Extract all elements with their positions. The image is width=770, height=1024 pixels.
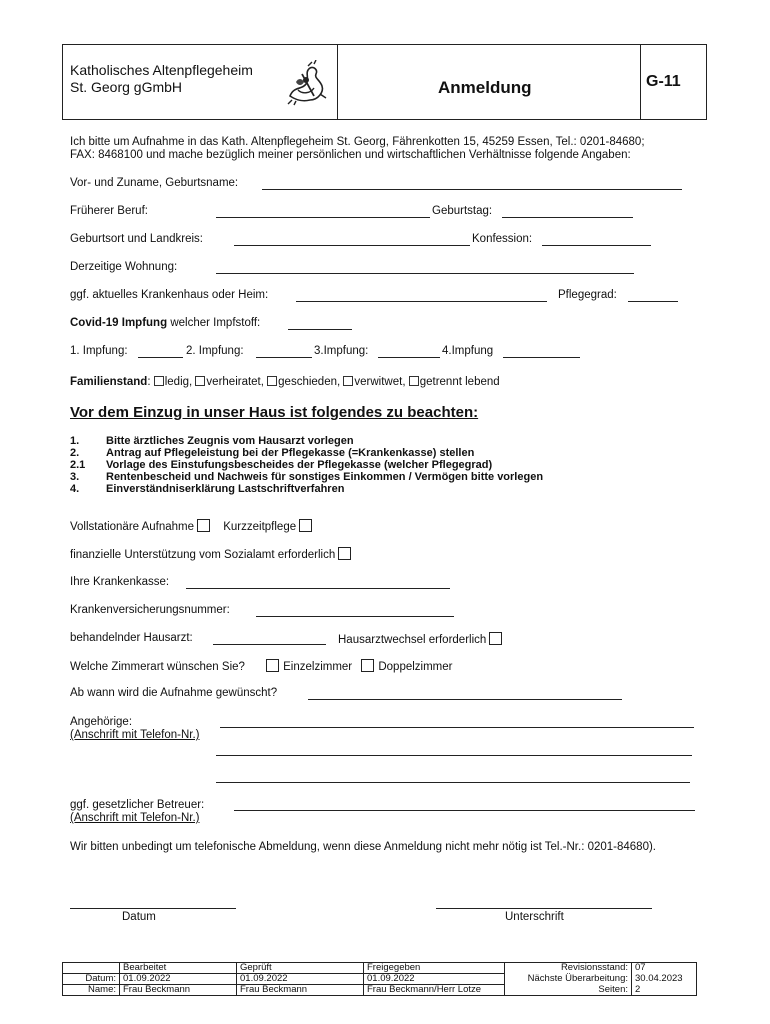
wohnung-field[interactable] [216, 273, 634, 274]
col-geprueft: Geprüft [237, 963, 364, 974]
angehoerige-field-2[interactable] [216, 755, 692, 756]
covid-label-rest: welcher Impfstoff: [170, 317, 261, 329]
angehoerige-field-3[interactable] [216, 782, 690, 783]
verwitwet-checkbox[interactable] [343, 376, 353, 386]
item-text-3: Vorlage des Einstufungsbescheides der Pflegekasse (welcher Pflegegrad) [106, 459, 493, 471]
ledig-label: ledig, [164, 376, 193, 388]
impfung1-label: 1. Impfung: [70, 345, 128, 357]
datum-row-label: Datum: [63, 974, 120, 985]
revision-table [62, 962, 697, 996]
geburtsort-label: Geburtsort und Landkreis: [70, 233, 203, 245]
angehoerige-anschrift-label: (Anschrift mit Telefon-Nr.) [70, 729, 200, 741]
impfung2-field[interactable] [256, 357, 312, 358]
impfung1-field[interactable] [138, 357, 183, 358]
aufnahme-datum-field[interactable] [308, 699, 622, 700]
form-code: G-11 [646, 73, 681, 90]
vollstationaer-label: Vollstationäre Aufnahme [70, 521, 195, 533]
seiten-value: 2 [632, 985, 697, 996]
sozialamt-checkbox[interactable] [338, 547, 351, 560]
naechste-ueberarbeitung-label: Nächste Überarbeitung: [505, 974, 632, 985]
item-text-2: Antrag auf Pflegeleistung bei der Pflegekasse (=Krankenkasse) stellen [106, 447, 475, 459]
aufnahme-art-row [70, 519, 312, 533]
hausarztwechsel-checkbox[interactable] [489, 632, 502, 645]
getrennt-label: getrennt lebend [419, 376, 500, 388]
item-num-2: 2. [70, 447, 80, 459]
verheiratet-checkbox[interactable] [195, 376, 205, 386]
krankenkasse-field[interactable] [186, 588, 450, 589]
name-row-label: Name: [63, 985, 120, 996]
pflegegrad-field[interactable] [628, 301, 678, 302]
org-name-line1: Katholisches Altenpflegeheim [70, 62, 253, 78]
geburtstag-label: Geburtstag: [432, 205, 493, 217]
konfession-label: Konfession: [472, 233, 533, 245]
impfung4-label: 4.Impfung [442, 345, 494, 357]
covid-label-bold: Covid-19 Impfung [70, 317, 168, 329]
wohnung-label: Derzeitige Wohnung: [70, 261, 178, 273]
unterschrift-label: Unterschrift [505, 911, 564, 923]
datum-label: Datum [122, 911, 156, 923]
familienstand-row: Familienstand: ledig, verheiratet, geschieden, verwitwet, getrennt lebend [70, 376, 500, 388]
name-freigegeben: Frau Beckmann/Herr Lotze [364, 985, 505, 996]
geschieden-checkbox[interactable] [267, 376, 277, 386]
section-heading: Vor dem Einzug in unser Haus ist folgendes zu beachten: [70, 404, 479, 421]
hausarzt-label: behandelnder Hausarzt: [70, 632, 193, 644]
betreuer-label: ggf. gesetzlicher Betreuer: [70, 799, 205, 811]
versicherungsnummer-label: Krankenversicherungsnummer: [70, 604, 230, 616]
krankenkasse-label: Ihre Krankenkasse: [70, 576, 170, 588]
unterschrift-signature-line[interactable] [436, 908, 652, 909]
beruf-field[interactable] [216, 217, 430, 218]
krankenhaus-field[interactable] [296, 301, 547, 302]
name-label: Vor- und Zuname, Geburtsname: [70, 177, 239, 189]
doppelzimmer-label: Doppelzimmer [378, 661, 453, 673]
betreuer-anschrift-label: (Anschrift mit Telefon-Nr.) [70, 812, 200, 824]
verheiratet-label: verheiratet, [206, 376, 264, 388]
krankenhaus-label: ggf. aktuelles Krankenhaus oder Heim: [70, 289, 269, 301]
sozialamt-row [70, 547, 351, 561]
kurzzeit-checkbox[interactable] [299, 519, 312, 532]
angehoerige-field-1[interactable] [220, 727, 694, 728]
hausarzt-field[interactable] [213, 644, 326, 645]
name-bearbeitet: Frau Beckmann [120, 985, 237, 996]
datum-bearbeitet: 01.09.2022 [120, 974, 237, 985]
form-title: Anmeldung [438, 78, 532, 97]
familienstand-label: Familienstand [70, 376, 148, 388]
getrennt-checkbox[interactable] [409, 376, 419, 386]
st-george-dragon-logo-icon [284, 60, 328, 106]
covid-label [70, 317, 260, 329]
impfung4-field[interactable] [503, 357, 580, 358]
abmeldung-note: Wir bitten unbedingt um telefonische Abmeldung, wenn diese Anmeldung nicht mehr nötig ist Tel.-Nr.: 0201-84680). [70, 841, 656, 853]
geburtstag-field[interactable] [502, 217, 633, 218]
org-name-line2: St. Georg gGmbH [70, 79, 183, 95]
verwitwet-label: verwitwet, [354, 376, 406, 388]
datum-signature-line[interactable] [70, 908, 236, 909]
angehoerige-label: Angehörige: [70, 716, 133, 728]
item-num-5: 4. [70, 483, 80, 495]
vollstationaer-checkbox[interactable] [197, 519, 210, 532]
datum-geprueft: 01.09.2022 [237, 974, 364, 985]
impfung3-label: 3.Impfung: [314, 345, 369, 357]
item-num-1: 1. [70, 435, 80, 447]
naechste-ueberarbeitung-value: 30.04.2023 [632, 974, 697, 985]
item-text-4: Rentenbescheid und Nachweis für sonstiges Einkommen / Vermögen bitte vorlegen [106, 471, 544, 483]
intro-line1: Ich bitte um Aufnahme in das Kath. Altenpflegeheim St. Georg, Fährenkotten 15, 45259 Essen, Tel.: 0201-84680; [70, 136, 645, 148]
hausarztwechsel-label: Hausarztwechsel erforderlich [338, 634, 487, 646]
hausarztwechsel-row [338, 632, 502, 646]
impfung3-field[interactable] [378, 357, 440, 358]
konfession-field[interactable] [542, 245, 651, 246]
zimmerart-label: Welche Zimmerart wünschen Sie? [70, 661, 245, 673]
impfung2-label: 2. Impfung: [186, 345, 244, 357]
name-geprueft: Frau Beckmann [237, 985, 364, 996]
einzelzimmer-label: Einzelzimmer [283, 661, 353, 673]
item-num-3: 2.1 [70, 459, 86, 471]
doppelzimmer-checkbox[interactable] [361, 659, 374, 672]
ledig-checkbox[interactable] [154, 376, 164, 386]
seiten-label: Seiten: [505, 985, 632, 996]
beruf-label: Früherer Beruf: [70, 205, 148, 217]
item-text-1: Bitte ärztliches Zeugnis vom Hausarzt vorlegen [106, 435, 354, 447]
col-freigegeben: Freigegeben [364, 963, 505, 974]
kurzzeit-label: Kurzzeitpflege [223, 521, 297, 533]
versicherungsnummer-field[interactable] [256, 616, 454, 617]
item-text-5: Einverständniserklärung Lastschriftverfahren [106, 483, 345, 495]
sozialamt-label: finanzielle Unterstützung vom Sozialamt erforderlich [70, 549, 336, 561]
impfstoff-field[interactable] [288, 329, 352, 330]
name-field[interactable] [262, 189, 682, 190]
einzelzimmer-checkbox[interactable] [266, 659, 279, 672]
revisionsstand-value: 07 [632, 963, 697, 974]
geschieden-label: geschieden, [278, 376, 341, 388]
datum-freigegeben: 01.09.2022 [364, 974, 505, 985]
item-num-4: 3. [70, 471, 80, 483]
col-bearbeitet: Bearbeitet [120, 963, 237, 974]
revisionsstand-label: Revisionsstand: [505, 963, 632, 974]
pflegegrad-label: Pflegegrad: [558, 289, 617, 301]
intro-line2: FAX: 8468100 und mache bezüglich meiner persönlichen und wirtschaftlichen Verhältnisse folgende Angaben: [70, 149, 631, 161]
geburtsort-field[interactable] [234, 245, 470, 246]
betreuer-field[interactable] [234, 810, 695, 811]
zimmerart-row [70, 659, 452, 673]
aufnahme-datum-label: Ab wann wird die Aufnahme gewünscht? [70, 687, 278, 699]
